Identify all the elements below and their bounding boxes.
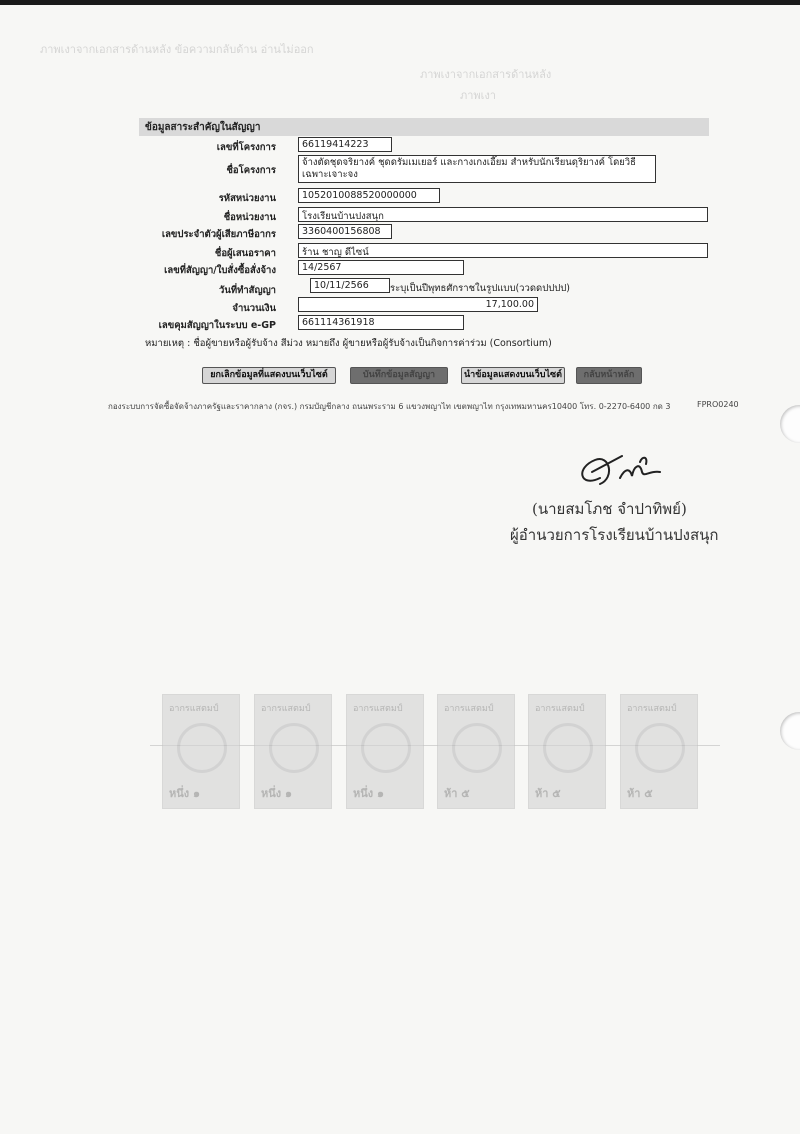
amount-field[interactable]: 17,100.00 [298,297,538,312]
revenue-stamp [162,694,240,809]
revenue-stamp [437,694,515,809]
project-no-field[interactable]: 66119414223 [298,137,392,152]
cancel-publish-button[interactable]: ยกเลิกข้อมูลที่แสดงบนเว็บไซต์ [202,367,336,384]
revenue-stamp [254,694,332,809]
contract-date-hint: ระบุเป็นปีพุทธศักราชในรูปแบบ(ววดดปปปป) [390,283,571,294]
revenue-stamp [620,694,698,809]
stamp-header: อากรแสตมป์ [627,704,677,714]
tax-id-label: เลขประจำตัวผู้เสียภาษีอากร [161,229,276,240]
stamp-emblem-icon [177,723,227,773]
page-top-edge [0,0,800,5]
stamp-header: อากรแสตมป์ [353,704,403,714]
contract-date-field[interactable]: 10/11/2566 [310,278,390,293]
bidder-name-field[interactable]: ร้าน ชาญ ดีไซน์ [298,243,708,258]
stamp-header: อากรแสตมป์ [261,704,311,714]
publish-button[interactable]: นำข้อมูลแสดงบนเว็บไซต์ [461,367,565,384]
contract-no-field[interactable]: 14/2567 [298,260,464,275]
bidder-name-label: ชื่อผู้เสนอราคา [214,248,276,259]
stamp-value: ห้า ๕ [444,787,470,800]
stamp-header: อากรแสตมป์ [444,704,494,714]
footer-address: กองระบบการจัดซื้อจัดจ้างภาครัฐและราคากลาง (กจร.) กรมบัญชีกลาง ถนนพระราม 6 แขวงพญาไท เขตพญาไท กรุงเทพมหานคร10400 โทร. 0-2270-6400 กด 3 [108,402,671,411]
stamp-value: หนึ่ง ๑ [353,787,384,800]
agency-name-field[interactable]: โรงเรียนบ้านปงสนุก [298,207,708,222]
stamp-emblem-icon [269,723,319,773]
revenue-stamp [528,694,606,809]
back-home-button[interactable]: กลับหน้าหลัก [576,367,642,384]
agency-code-label: รหัสหน่วยงาน [218,193,276,204]
ghost-text-line: ภาพเงาจากเอกสารด้านหลัง ข้อความกลับด้าน อ่านไม่ออก [40,43,314,56]
agency-name-label: ชื่อหน่วยงาน [223,212,276,223]
revenue-stamp [346,694,424,809]
signatory-title: ผู้อำนวยการโรงเรียนบ้านปงสนุก [510,526,719,544]
amount-label: จำนวนเงิน [232,303,276,314]
stamp-header: อากรแสตมป์ [535,704,585,714]
project-name-field[interactable]: จ้างตัดชุดจริยางค์ ชุดดรัมเมเยอร์ และกางเกงเอี๊ยม สำหรับนักเรียนดุริยางค์ โดยวิธีเฉพาะเจาะจง [298,155,656,183]
contract-date-label: วันที่ทำสัญญา [218,285,276,296]
punch-hole [780,405,800,443]
stamp-value: ห้า ๕ [627,787,653,800]
signatory-name: (นายสมโภช จำปาทิพย์) [532,500,687,518]
stamp-header: อากรแสตมป์ [169,704,219,714]
project-no-label: เลขที่โครงการ [216,142,276,153]
tax-id-field[interactable]: 3360400156808 [298,224,392,239]
section-title: ข้อมูลสาระสำคัญในสัญญา [145,122,261,133]
stamp-emblem-icon [543,723,593,773]
handwritten-signature [570,448,680,496]
project-name-label: ชื่อโครงการ [226,165,276,176]
egp-no-label: เลขคุมสัญญาในระบบ e-GP [158,320,276,331]
egp-no-field[interactable]: 661114361918 [298,315,464,330]
form-code: FPRO0240 [697,400,739,409]
agency-code-field[interactable]: 1052010088520000000 [298,188,440,203]
stamp-emblem-icon [361,723,411,773]
stamp-emblem-icon [635,723,685,773]
ghost-text-line: ภาพเงาจากเอกสารด้านหลัง [420,68,552,81]
contract-no-label: เลขที่สัญญา/ใบสั่งซื้อสั่งจ้าง [164,265,276,276]
stamp-value: ห้า ๕ [535,787,561,800]
consortium-remark: หมายเหตุ : ชื่อผู้ขายหรือผู้รับจ้าง สีม่วง หมายถึง ผู้ขายหรือผู้รับจ้างเป็นกิจการค่าร่วม (Consortium) [145,338,552,349]
save-contract-button[interactable]: บันทึกข้อมูลสัญญา [350,367,448,384]
punch-hole [780,712,800,750]
stamp-value: หนึ่ง ๑ [261,787,292,800]
stamp-value: หนึ่ง ๑ [169,787,200,800]
ghost-text-line: ภาพเงา [460,89,496,102]
stamp-emblem-icon [452,723,502,773]
